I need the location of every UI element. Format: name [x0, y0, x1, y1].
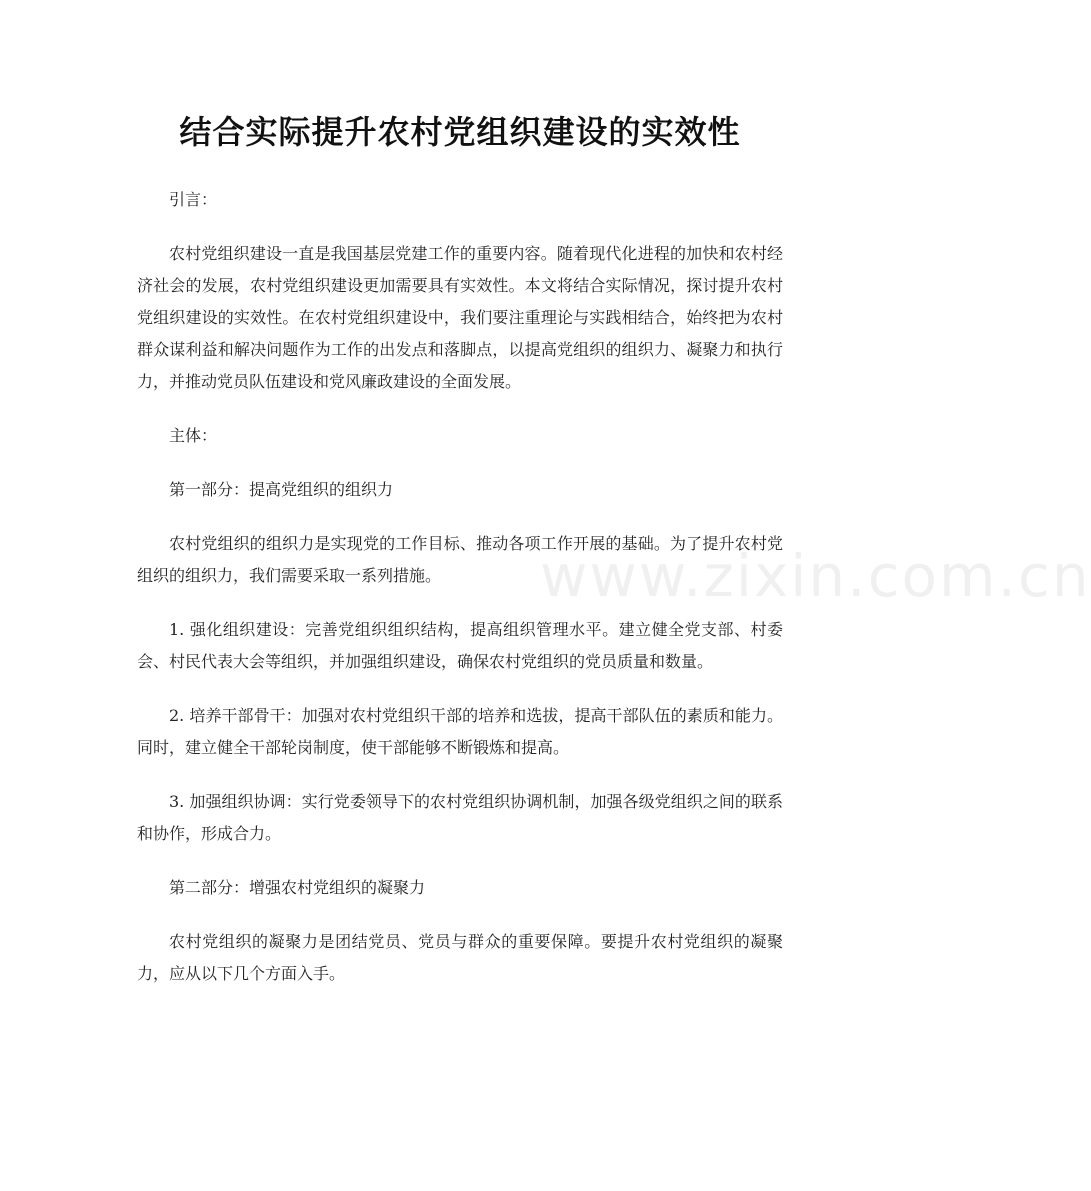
document-title: 结合实际提升农村党组织建设的实效性 — [179, 113, 741, 151]
list-item-2: 2. 培养干部骨干：加强对农村党组织干部的培养和选拔，提高干部队伍的素质和能力。同时，建立健全干部轮岗制度，使干部能够不断锻炼和提高。 — [137, 706, 783, 757]
intro-paragraph: 农村党组织建设一直是我国基层党建工作的重要内容。随着现代化进程的加快和农村经济社会的发展，农村党组织建设更加需要具有实效性。本文将结合实际情况，探讨提升农村党组织建设的实效性。在农村党组织建设中，我们要注重理论与实践相结合，始终把为农村群众谋利益和解决问题作为工作的出发点和落脚点，以提高党组织的组织力、凝聚力和执行力，并推动党员队伍建设和党风廉政建设的全面发展。 — [137, 244, 783, 391]
section-2-paragraph: 农村党组织的凝聚力是团结党员、党员与群众的重要保障。要提升农村党组织的凝聚力，应从以下几个方面入手。 — [137, 932, 783, 983]
section-2-heading: 第二部分：增强农村党组织的凝聚力 — [169, 878, 426, 897]
intro-heading: 引言： — [169, 190, 218, 209]
section-1-paragraph: 农村党组织的组织力是实现党的工作目标、推动各项工作开展的基础。为了提升农村党组织的组织力，我们需要采取一系列措施。 — [137, 534, 783, 585]
watermark: www.zixin.com.cn — [540, 542, 1091, 610]
section-1-heading: 第一部分：提高党组织的组织力 — [169, 480, 394, 499]
list-item-1: 1. 强化组织建设：完善党组织组织结构，提高组织管理水平。建立健全党支部、村委会、村民代表大会等组织，并加强组织建设，确保农村党组织的党员质量和数量。 — [137, 620, 783, 671]
document-body — [137, 184, 783, 1012]
body-heading: 主体： — [169, 426, 218, 445]
list-item-3: 3. 加强组织协调：实行党委领导下的农村党组织协调机制，加强各级党组织之间的联系和协作，形成合力。 — [137, 792, 783, 843]
